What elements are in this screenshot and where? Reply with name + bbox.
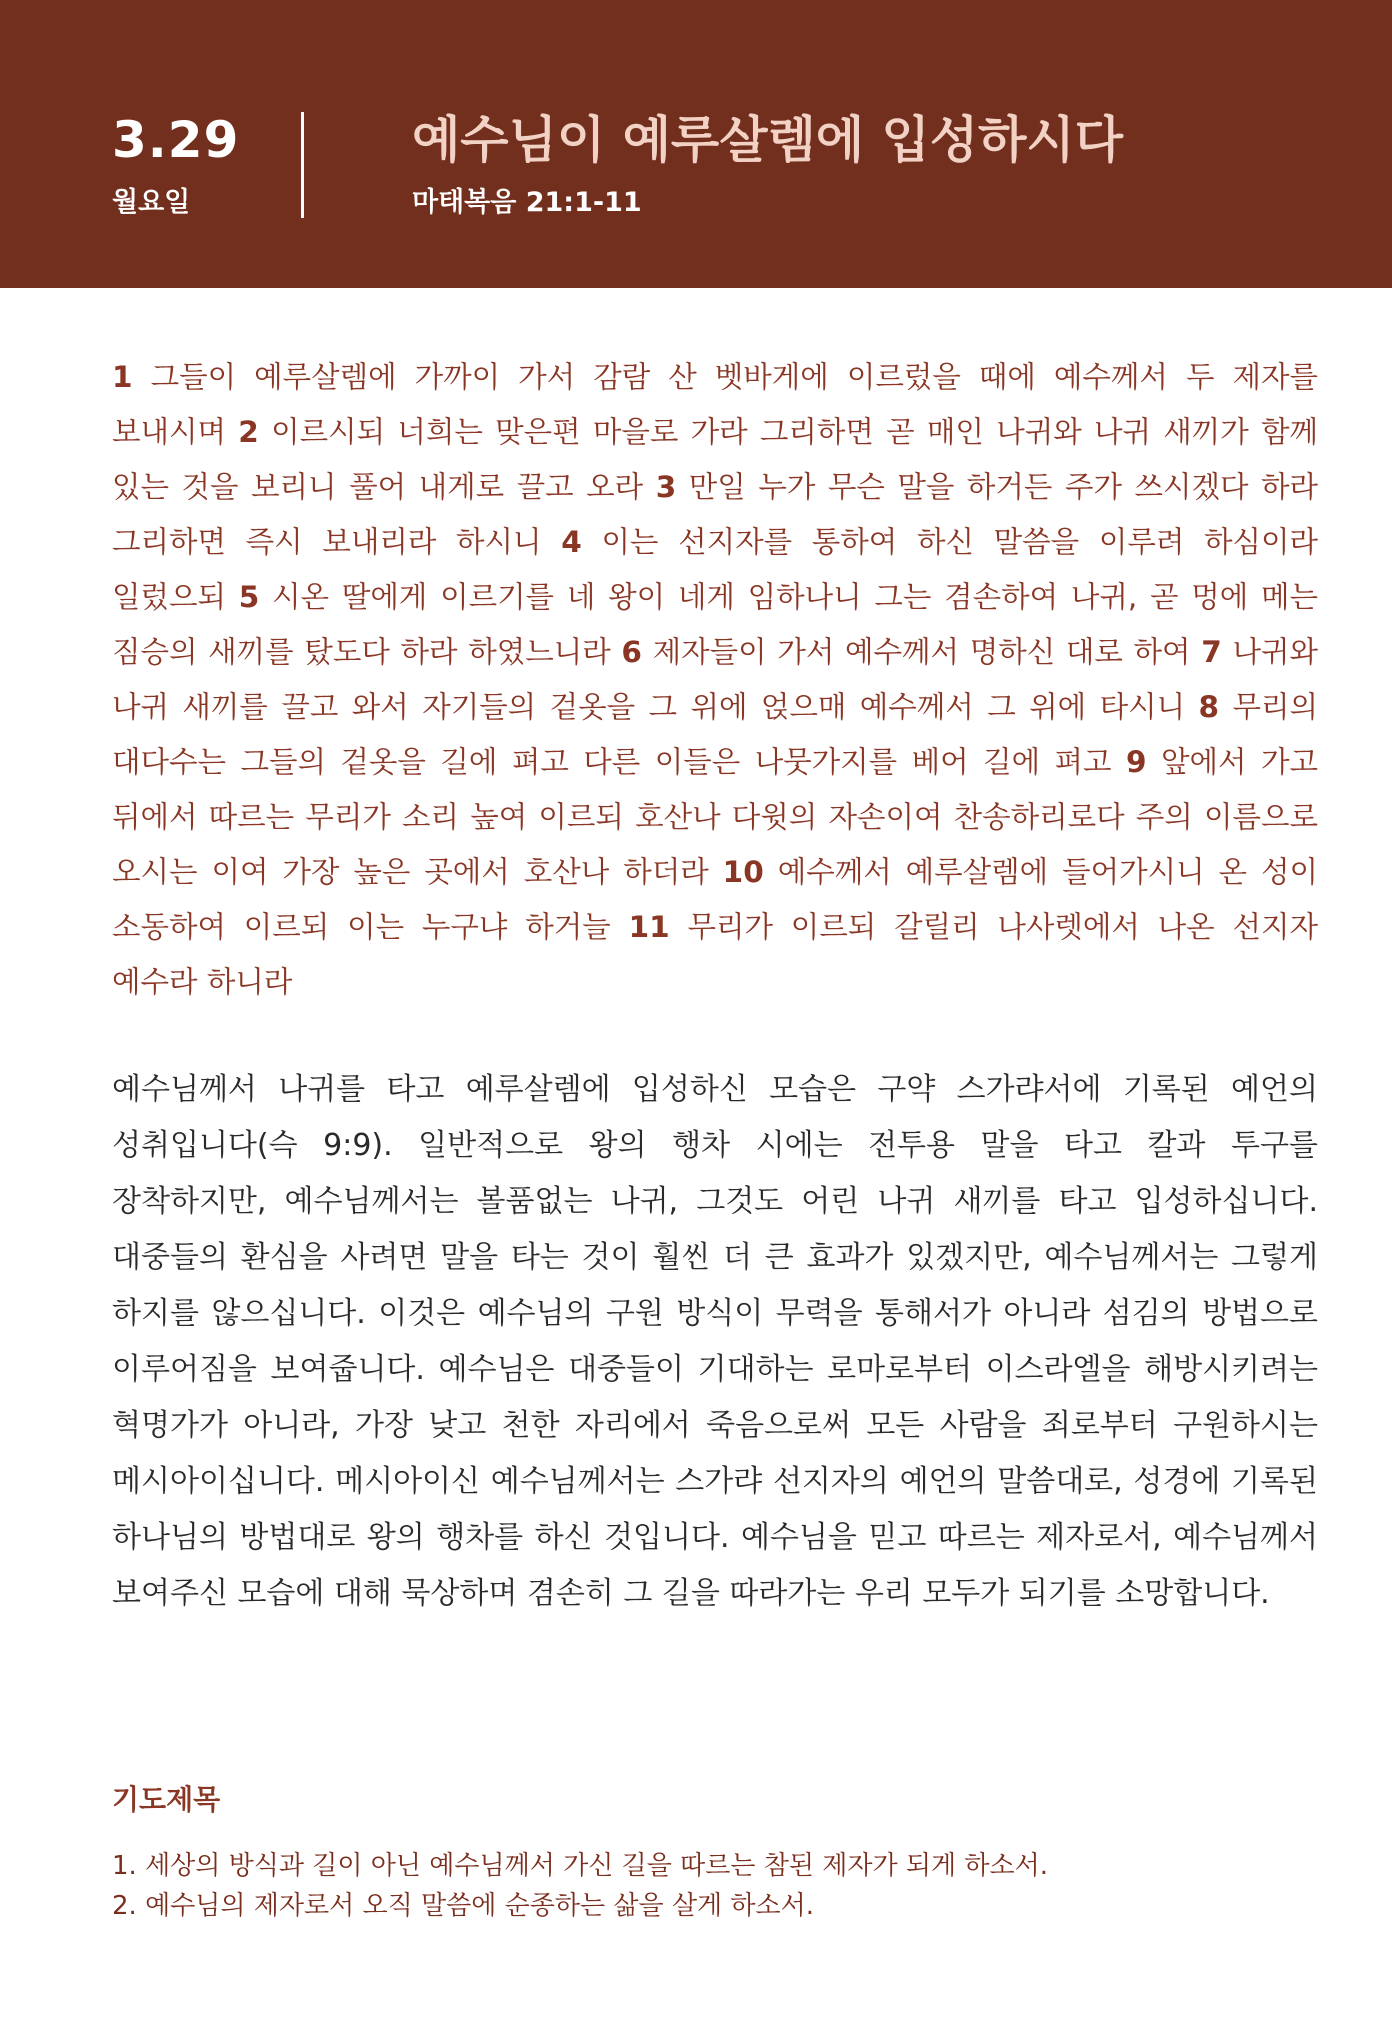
verse-text: 이는 선지자를 통하여 하신 말씀을 이루려 하심이라 일렀으되 [112,525,1318,614]
verse-number: 10 [722,855,764,889]
verse-text: 무리가 이르되 갈릴리 나사렛에서 나온 선지자 예수라 하니라 [112,910,1318,999]
prayer-list [112,1846,1318,1926]
header-divider [301,112,304,218]
verse-text: 이르시되 너희는 맞은편 마을로 가라 그리하면 곧 매인 나귀와 나귀 새끼가 함께 있는 것을 보리니 풀어 내게로 끌고 오라 [112,415,1318,504]
verse-number: 11 [628,910,670,944]
page-header [0,0,1392,288]
verse-text: 앞에서 가고 뒤에서 따르는 무리가 소리 높여 이르되 호산나 다윗의 자손이여 찬송하리로다 주의 이름으로 오시는 이여 가장 높은 곳에서 호산나 하더라 [112,745,1318,889]
scripture-passage [112,350,1318,1010]
date: 3.29 [112,111,240,169]
verse-text: 나귀와 나귀 새끼를 끌고 와서 자기들의 겉옷을 그 위에 얹으매 예수께서 그 위에 타시니 [112,635,1318,724]
verse-number: 6 [621,635,642,669]
verse-text: 제자들이 가서 예수께서 명하신 대로 하여 [652,635,1191,669]
prayer-item: 1. 세상의 방식과 길이 아닌 예수님께서 가신 길을 따르는 참된 제자가 되게 하소서. [112,1851,1048,1881]
verse-number: 7 [1201,635,1222,669]
prayer-item: 2. 예수님의 제자로서 오직 말씀에 순종하는 삶을 살게 하소서. [112,1891,814,1921]
verse-number: 8 [1198,690,1220,724]
page-title: 예수님이 예루살렘에 입성하시다 [412,111,1124,169]
prayer-heading: 기도제목 [112,1783,221,1816]
verse-number: 2 [238,415,259,449]
verse-text: 시온 딸에게 이르기를 네 왕이 네게 임하나니 그는 겸손하여 나귀, 곧 멍에 메는 짐승의 새끼를 탔도다 하라 하였느니라 [112,580,1318,669]
scripture-reference: 마태복음 21:1-11 [412,187,642,218]
weekday: 월요일 [112,187,191,218]
verse-number: 5 [238,580,260,614]
verse-number: 4 [561,525,582,559]
verse-number: 1 [112,360,133,394]
meditation-text: 예수님께서 나귀를 타고 예루살렘에 입성하신 모습은 구약 스가랴서에 기록된 예언의 성취입니다(슥 9:9). 일반적으로 왕의 행차 시에는 전투용 말을 타고 칼과 투구를 장착하지만, 예수님께서는 볼품없는 나귀, 그것도 어린 나귀 새끼를 타고 입성하십니다. 대중들의 환심을 사려면 말을 타는 것이 훨씬 더 큰 효과가 있겠지만, 예수님께서는 그렇게 하지를 않으십니다. 이것은 예수님의 구원 방식이 무력을 통해서가 아니라 섬김의 방법으로 이루어짐을 보여줍니다. 예수님은 대중들이 기대하는 로마로부터 이스라엘을 해방시키려는 혁명가가 아니라, 가장 낮고 천한 자리에서 죽음으로써 모든 사람을 죄로부터 구원하시는 메시아이십니다. 메시아이신 예수님께서는 스가랴 선지자의 예언의 말씀대로, 성경에 기록된 하나님의 방법대로 왕의 행차를 하신 것입니다. 예수님을 믿고 따르는 제자로서, 예수님께서 보여주신 모습에 대해 묵상하며 겸손히 그 길을 따라가는 우리 모두가 되기를 소망합니다. [112,1072,1318,1611]
verse-text: 예수께서 예루살렘에 들어가시니 온 성이 소동하여 이르되 이는 누구냐 하거늘 [112,855,1318,944]
verse-text: 그들이 예루살렘에 가까이 가서 감람 산 벳바게에 이르렀을 때에 예수께서 두 제자를 보내시며 [112,360,1318,449]
verse-text: 무리의 대다수는 그들의 겉옷을 길에 펴고 다른 이들은 나뭇가지를 베어 길에 펴고 [112,690,1318,779]
verse-number: 9 [1126,745,1147,779]
verse-text: 만일 누가 무슨 말을 하거든 주가 쓰시겠다 하라 그리하면 즉시 보내리라 하시니 [112,470,1318,559]
verse-number: 3 [655,470,677,504]
